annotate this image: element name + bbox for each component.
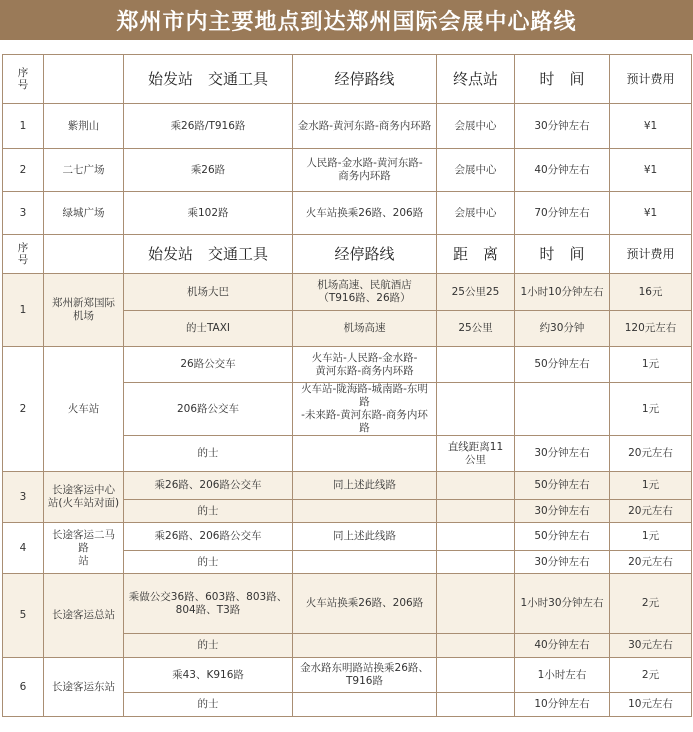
transport: 乘26路、206路公交车 xyxy=(124,523,293,551)
section2-header-time: 时 间 xyxy=(515,235,610,274)
table-row xyxy=(3,104,692,149)
row-number: 3 xyxy=(3,472,44,523)
distance: 25公里 xyxy=(437,311,515,347)
transport: 乘43、K916路 xyxy=(124,658,293,693)
table-row xyxy=(3,472,692,500)
start-station: 长途客运总站 xyxy=(44,574,124,658)
transport: 的士 xyxy=(124,634,293,658)
distance xyxy=(437,658,515,693)
section2-header-seq: 序 号 xyxy=(3,235,44,274)
start-station: 长途客运中心 站(火车站对面) xyxy=(44,472,124,523)
travel-time: 1小时10分钟左右 xyxy=(515,274,610,311)
section1-header-fee: 预计费用 xyxy=(610,55,692,104)
route: 金水路东明路站换乘26路、 T916路 xyxy=(293,658,437,693)
row-number: 2 xyxy=(3,347,44,472)
section2-header-blank xyxy=(44,235,124,274)
fee: 10元左右 xyxy=(610,693,692,717)
route: 机场高速、民航酒店 （T916路、26路） xyxy=(293,274,437,311)
row-number: 4 xyxy=(3,523,44,574)
section2-header-end: 距 离 xyxy=(437,235,515,274)
transport: 乘做公交36路、603路、803路、 804路、T3路 xyxy=(124,574,293,634)
fee: 1元 xyxy=(610,383,692,436)
transport: 乘102路 xyxy=(124,192,293,235)
travel-time: 40分钟左右 xyxy=(515,634,610,658)
transport: 乘26路 xyxy=(124,149,293,192)
section1-header-route: 经停路线 xyxy=(293,55,437,104)
transport: 206路公交车 xyxy=(124,383,293,436)
fee: 16元 xyxy=(610,274,692,311)
transport: 的士 xyxy=(124,436,293,472)
distance xyxy=(437,347,515,383)
transport: 机场大巴 xyxy=(124,274,293,311)
fee: 2元 xyxy=(610,658,692,693)
page-title: 郑州市内主要地点到达郑州国际会展中心路线 xyxy=(0,0,693,40)
section2-header-start-transport: 始发站 交通工具 xyxy=(124,235,293,274)
route: 火车站换乘26路、206路 xyxy=(293,574,437,634)
route: 火车站-人民路-金水路- 黄河东路-商务内环路 xyxy=(293,347,437,383)
distance xyxy=(437,634,515,658)
fee: 20元左右 xyxy=(610,551,692,574)
fee: 30元左右 xyxy=(610,634,692,658)
travel-time: 50分钟左右 xyxy=(515,523,610,551)
transport: 的士 xyxy=(124,693,293,717)
start-station: 长途客运二马路 站 xyxy=(44,523,124,574)
travel-time: 70分钟左右 xyxy=(515,192,610,235)
section2-header-fee: 预计费用 xyxy=(610,235,692,274)
route xyxy=(293,500,437,523)
route xyxy=(293,693,437,717)
distance xyxy=(437,693,515,717)
distance: 直线距离11 公里 xyxy=(437,436,515,472)
row-number: 1 xyxy=(3,274,44,347)
transport: 的士TAXI xyxy=(124,311,293,347)
route-table xyxy=(2,54,692,717)
start-station: 长途客运东站 xyxy=(44,658,124,717)
distance xyxy=(437,551,515,574)
route xyxy=(293,551,437,574)
travel-time: 50分钟左右 xyxy=(515,472,610,500)
section1-header-end: 终点站 xyxy=(437,55,515,104)
transport: 乘26路、206路公交车 xyxy=(124,472,293,500)
transport: 26路公交车 xyxy=(124,347,293,383)
travel-time: 50分钟左右 xyxy=(515,347,610,383)
travel-time: 30分钟左右 xyxy=(515,436,610,472)
travel-time: 40分钟左右 xyxy=(515,149,610,192)
section1-header-start-transport: 始发站 交通工具 xyxy=(124,55,293,104)
row-number: 1 xyxy=(3,104,44,149)
section1-header-seq: 序 号 xyxy=(3,55,44,104)
section2-header-route: 经停路线 xyxy=(293,235,437,274)
fee: 1元 xyxy=(610,523,692,551)
route: 机场高速 xyxy=(293,311,437,347)
route xyxy=(293,436,437,472)
fee: 1元 xyxy=(610,347,692,383)
row-number: 5 xyxy=(3,574,44,658)
distance xyxy=(437,383,515,436)
fee: 1元 xyxy=(610,472,692,500)
transport: 乘26路/T916路 xyxy=(124,104,293,149)
fee: ¥1 xyxy=(610,192,692,235)
start-station: 郑州新郑国际 机场 xyxy=(44,274,124,347)
section1-header-row xyxy=(3,55,692,104)
travel-time: 30分钟左右 xyxy=(515,551,610,574)
start-station: 绿城广场 xyxy=(44,192,124,235)
start-station: 火车站 xyxy=(44,347,124,472)
travel-time: 30分钟左右 xyxy=(515,104,610,149)
row-number: 3 xyxy=(3,192,44,235)
distance: 25公里25 xyxy=(437,274,515,311)
section1-header-blank xyxy=(44,55,124,104)
travel-time: 约30分钟 xyxy=(515,311,610,347)
table-row xyxy=(3,274,692,311)
table-row xyxy=(3,658,692,693)
route: 火车站换乘26路、206路 xyxy=(293,192,437,235)
table-row xyxy=(3,149,692,192)
start-station: 紫荆山 xyxy=(44,104,124,149)
fee: ¥1 xyxy=(610,149,692,192)
section2-header-row xyxy=(3,235,692,274)
end-station: 会展中心 xyxy=(437,104,515,149)
route: 同上述此线路 xyxy=(293,472,437,500)
distance xyxy=(437,574,515,634)
section1-header-time: 时 间 xyxy=(515,55,610,104)
travel-time: 30分钟左右 xyxy=(515,500,610,523)
route: 火车站-陇海路-城南路-东明路 -未来路-黄河东路-商务内环路 xyxy=(293,383,437,436)
start-station: 二七广场 xyxy=(44,149,124,192)
route: 金水路-黄河东路-商务内环路 xyxy=(293,104,437,149)
transport: 的士 xyxy=(124,500,293,523)
travel-time: 10分钟左右 xyxy=(515,693,610,717)
travel-time xyxy=(515,383,610,436)
fee: 20元左右 xyxy=(610,500,692,523)
transport: 的士 xyxy=(124,551,293,574)
fee: 120元左右 xyxy=(610,311,692,347)
fee: ¥1 xyxy=(610,104,692,149)
distance xyxy=(437,523,515,551)
table-row xyxy=(3,347,692,383)
table-row xyxy=(3,574,692,634)
route: 同上述此线路 xyxy=(293,523,437,551)
end-station: 会展中心 xyxy=(437,192,515,235)
row-number: 2 xyxy=(3,149,44,192)
travel-time: 1小时30分钟左右 xyxy=(515,574,610,634)
travel-time: 1小时左右 xyxy=(515,658,610,693)
table-row xyxy=(3,523,692,551)
fee: 2元 xyxy=(610,574,692,634)
fee: 20元左右 xyxy=(610,436,692,472)
end-station: 会展中心 xyxy=(437,149,515,192)
route: 人民路-金水路-黄河东路- 商务内环路 xyxy=(293,149,437,192)
table-row xyxy=(3,192,692,235)
distance xyxy=(437,472,515,500)
distance xyxy=(437,500,515,523)
row-number: 6 xyxy=(3,658,44,717)
route xyxy=(293,634,437,658)
